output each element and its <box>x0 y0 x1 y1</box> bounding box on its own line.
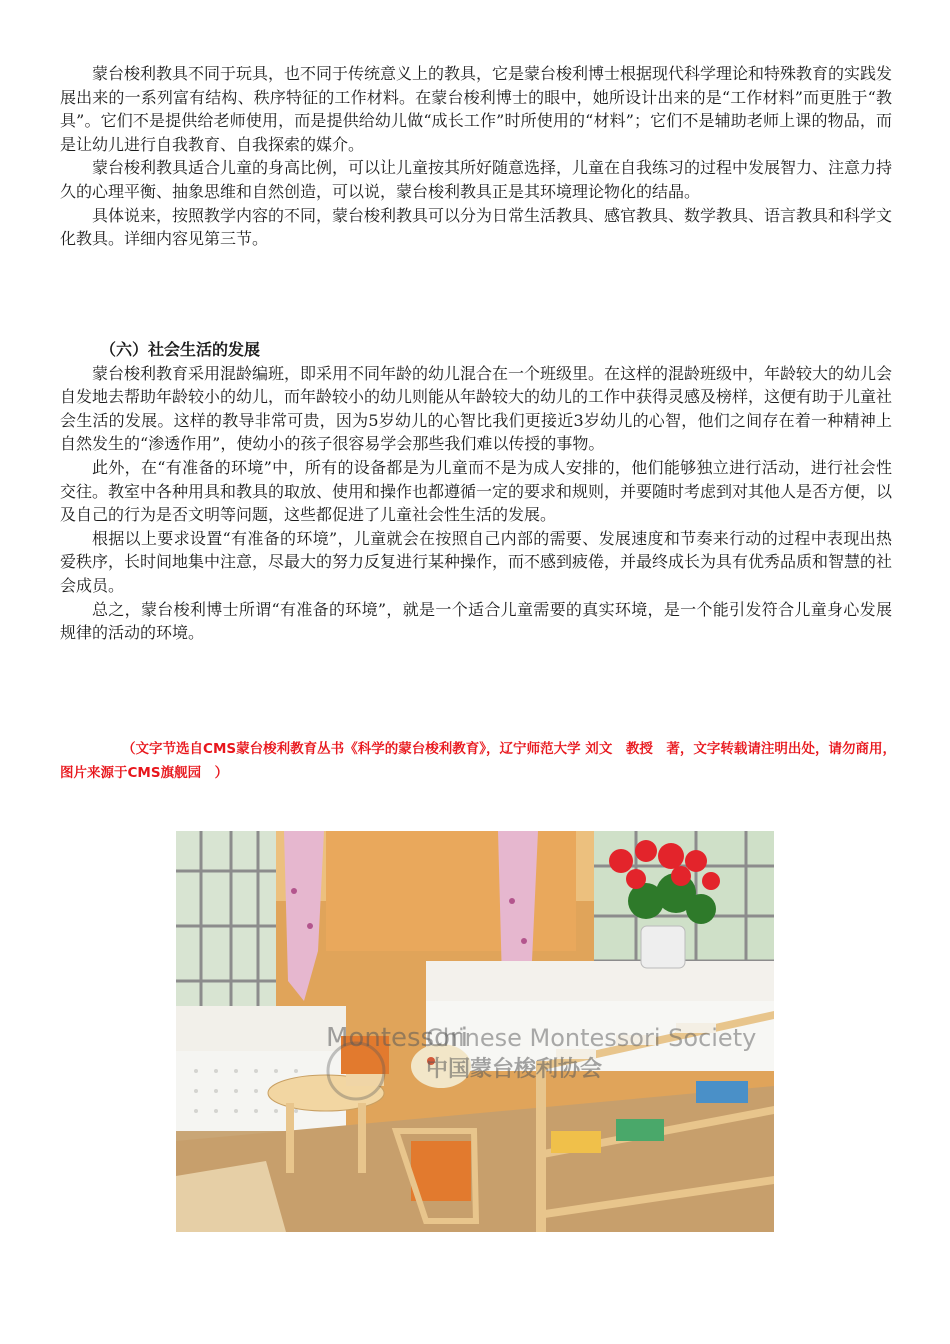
watermark-text: Chinese Montessori Society <box>426 1024 757 1052</box>
article-section-top <box>60 62 892 251</box>
paragraph: 此外，在“有准备的环境”中，所有的设备都是为儿童而不是为成人安排的，他们能够独立进行活动，进行社会性交往。教室中各种用具和教具的取放、使用和操作也都遵循一定的要求和规则，并要随时考虑到对其他人是否方便，以及自己的行为是否文明等问题，这些都促进了儿童社会性生活的发展。 <box>60 457 893 525</box>
paragraph: 具体说来，按照教学内容的不同，蒙台梭利教具可以分为日常生活教具、感官教具、数学教具、语言教具和科学文化教具。详细内容见第三节。 <box>60 205 893 249</box>
source-note: （文字节选自CMS蒙台梭利教育丛书《科学的蒙台梭利教育》，辽宁师范大学 刘文 教授 著，文字转载请注明出处，请勿商用，图片来源于CMS旗舰园 ） <box>60 741 896 781</box>
paragraph: 蒙台梭利教具适合儿童的身高比例，可以让儿童按其所好随意选择，儿童在自我练习的过程中发展智力、注意力持久的心理平衡、抽象思维和自然创造，可以说，蒙台梭利教具正是其环境理论物化的结晶。 <box>60 158 893 201</box>
watermark-text: Montessori <box>326 1023 468 1053</box>
paragraph: 总之，蒙台梭利博士所谓“有准备的环境”，就是一个适合儿童需要的真实环境，是一个能引发符合儿童身心发展规律的活动的环境。 <box>60 599 892 643</box>
paragraph: 根据以上要求设置“有准备的环境”，儿童就会在按照自己内部的需要、发展速度和节奏来行动的过程中表现出热爱秩序，长时间地集中注意，尽最大的努力反复进行某种操作，而不感到疲倦，并最终成长为具有优秀品质和智慧的社会成员。 <box>60 528 893 595</box>
watermark-text: 中国蒙台梭利协会 <box>426 1057 603 1082</box>
paragraph: 蒙台梭利教具不同于玩具，也不同于传统意义上的教具，它是蒙台梭利博士根据现代科学理论和特殊教育的实践发展出来的一系列富有结构、秩序特征的工作材料。在蒙台梭利博士的眼中，她所设计出来的是“工作材料”而更胜于“教具”。它们不是提供给老师使用，而是提供给幼儿做“成长工作”时所使用的“材料”；它们不是辅助老师上课的物品，而是让幼儿进行自我教育、自我探索的媒介。 <box>60 64 893 154</box>
section-heading: （六）社会生活的发展 <box>100 340 261 359</box>
paragraph: 蒙台梭利教育采用混龄编班，即采用不同年龄的幼儿混合在一个班级里。在这样的混龄班级中，年龄较大的幼儿会自发地去帮助年龄较小的幼儿，而年龄较小的幼儿则能从年龄较大的幼儿的工作中获得灵感及榜样，这便有助于儿童社会生活的发展。这样的教导非常可贵，因为5岁幼儿的心智比我们更接近3岁幼儿的心智，他们之间存在着一种精神上自然发生的“渗透作用”，使幼小的孩子很容易学会那些我们难以传授的事物。 <box>60 363 893 454</box>
article-section-social <box>60 338 892 645</box>
classroom-photo <box>176 831 774 1232</box>
